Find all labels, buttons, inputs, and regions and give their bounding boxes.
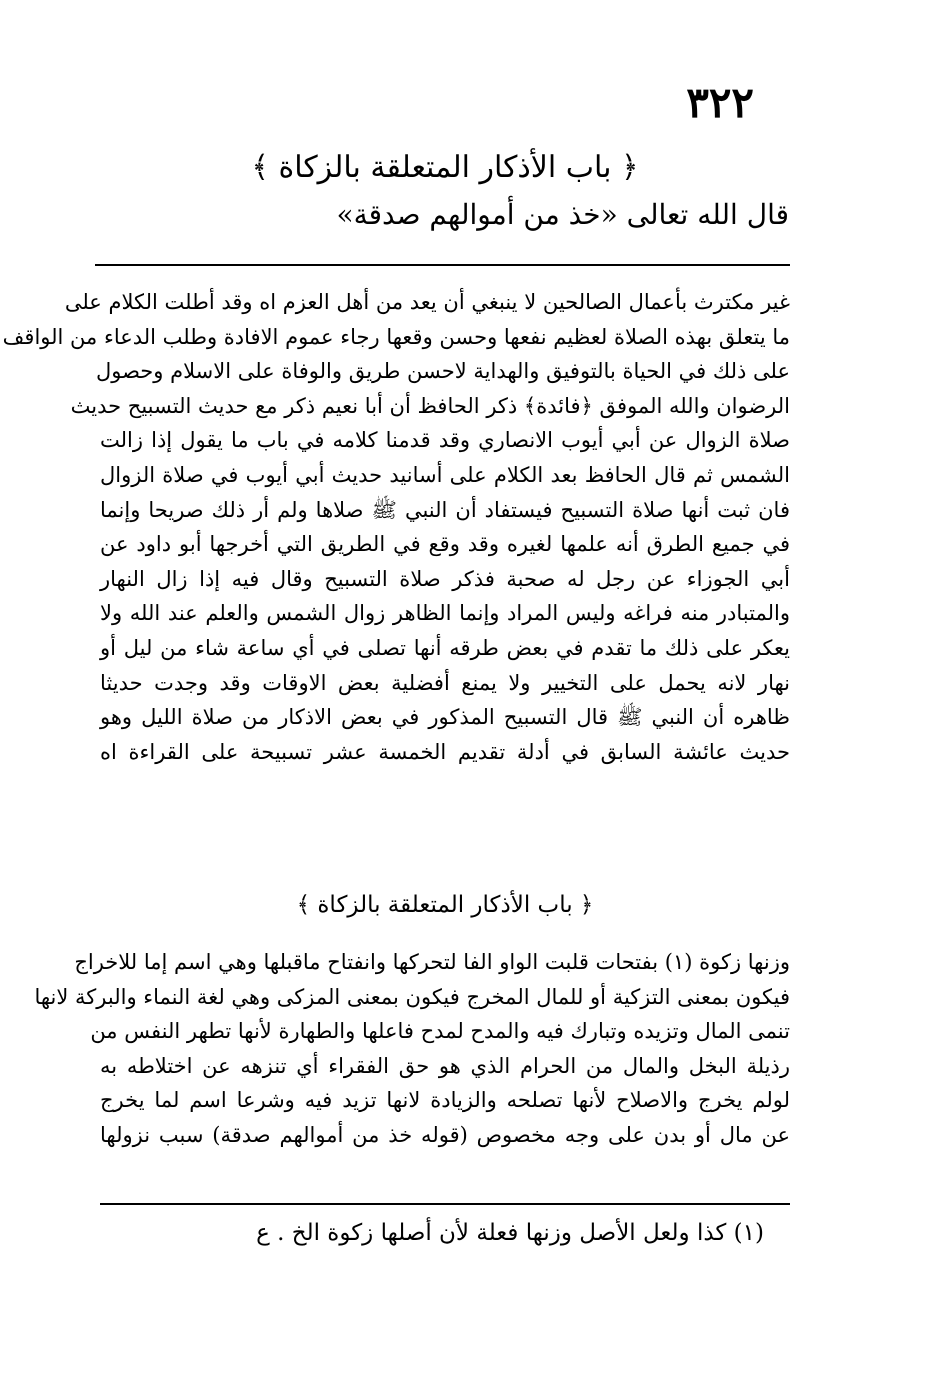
- text-line: نهار لانه يحمل على التخيير ولا يمنع أفضلية بعض الاوقات وقد وجدت حديثا: [100, 670, 790, 695]
- text-line: أبي الجوزاء عن رجل له صحبة فذكر صلاة التسبيح وقال فيه إذا زال النهار: [100, 566, 790, 591]
- footnote: (١) كذا ولعل الأصل وزنها فعلة لأن أصلها زكوة الخ . ع: [256, 1220, 764, 1246]
- header-divider: [95, 264, 790, 266]
- text-line: الرضوان والله الموفق ﴿فائدة﴾ ذكر الحافظ أن أبا نعيم ذكر مع حديث التسبيح حديث: [70, 393, 790, 418]
- text-line: وزنها زكوة (١) بفتحات قلبت الواو الفا لتحركها وانفتاح ماقبلها وهي اسم إما للاخراج: [74, 950, 790, 974]
- text-line: غير مكترث بأعمال الصالحين لا ينبغي أن يعد من أهل العزم اه وقد أطلت الكلام على: [64, 290, 790, 314]
- text-line: على ذلك في الحياة بالتوفيق والهداية لاحسن طريق والوفاة على الاسلام وحصول: [95, 359, 790, 384]
- text-line: تنمى المال وتزيده وتبارك فيه والمدح لمدح فاعلها والطهارة لأنها تطهر النفس من: [90, 1019, 790, 1044]
- footnote-divider: [100, 1203, 790, 1205]
- page-number: ٣٢٢: [686, 78, 754, 127]
- text-line: لولم يخرج والاصلاح لأنها تصلحه والزيادة لانها تزيد فيه وشرعا اسم لما يخرج: [100, 1088, 790, 1113]
- text-line: يعكر على ذلك ما تقدم في بعض طرقه أنها تصلى في أي ساعة شاء من ليل أو: [100, 635, 790, 660]
- text-line: فان ثبت أنها صلاة التسبيح فيستفاد أن النبي ﷺ صلاها ولم أر ذلك صريحا وإنما: [100, 497, 790, 522]
- text-line: الشمس ثم قال الحافظ بعد الكلام على أسانيد حديث أبي أيوب في صلاة الزوال: [100, 462, 790, 487]
- text-line: رذيلة البخل والمال من الحرام الذي هو حق الفقراء أي تنزهه عن اختلاطه به: [100, 1053, 790, 1078]
- text-line: حديث عائشة السابق في أدلة تقديم الخمسة عشر تسبيحة على القراءة اه: [100, 739, 790, 764]
- text-line: في جميع الطرق أنه علمها لغيره وقد وقع في الطريق التي أخرجها أبو داود عن: [100, 532, 790, 557]
- text-line: ما يتعلق بهذه الصلاة لعظيم نفعها وحسن وقعها رجاء عموم الافادة وطلب الدعاء من الواقف: [2, 324, 790, 349]
- page-header-verse: قال الله تعالى «خذ من أموالهم صدقة»: [336, 198, 789, 231]
- text-line: عن مال أو بدن على وجه مخصوص (قوله خذ من أموالهم صدقة) سبب نزولها: [100, 1122, 790, 1147]
- text-line: فيكون بمعنى التزكية أو للمال المخرج فيكون بمعنى المزكى وهي لغة النماء والبركة لانها: [34, 984, 790, 1009]
- text-line: والمتبادر منه فراغه وليس المراد وإنما الظاهر زوال الشمس والعلم عند الله ولا: [100, 601, 790, 626]
- body-text-lower: [34, 945, 790, 1153]
- text-line: ظاهره أن النبي ﷺ قال التسبيح المذكور في بعض الاذكار من صلاة الليل وهو: [100, 705, 790, 730]
- text-line: صلاة الزوال عن أبي أيوب الانصاري وقد قدمنا كلامه في باب ما يقول إذا زالت: [100, 428, 790, 453]
- section-heading: ﴿ باب الأذكار المتعلقة بالزكاة ﴾: [296, 892, 594, 918]
- body-text-upper: [2, 285, 790, 769]
- page-header-title: ﴿ باب الأذكار المتعلقة بالزكاة ﴾: [251, 150, 639, 185]
